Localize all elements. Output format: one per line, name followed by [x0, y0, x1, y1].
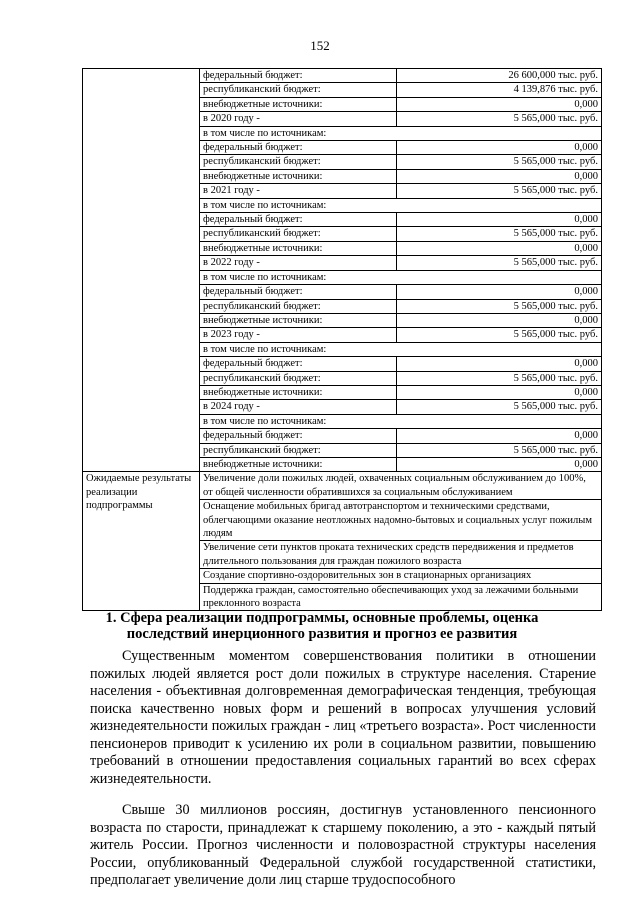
- row-value: 26 600,000 тыс. руб.: [397, 69, 602, 83]
- row-label: федеральный бюджет:: [200, 357, 397, 371]
- section-heading: 1. Сфера реализации подпрограммы, основные проблемы, оценка последствий инерционного развития и прогноз ее развития: [105, 610, 539, 642]
- row-value: 0,000: [397, 97, 602, 111]
- paragraph: Существенным моментом совершенствования политики в отношении пожилых людей является рост доли пожилых в структуре населения. Старение населения - объективная долговременная демографическая тенденция, требующая поиска качественно новых форм и решений в вопросах улучшения условий жизнедеятельности пожилых граждан - лиц «третьего возраста». Рост численности пенсионеров приводит к усилению их роли в социальном развитии, повышению требований в отношении предоставления социальных гарантий во всех сферах жизнедеятельности.: [90, 648, 596, 787]
- row-value: 5 565,000 тыс. руб.: [397, 400, 602, 414]
- row-value: 0,000: [397, 241, 602, 255]
- row-value: 5 565,000 тыс. руб.: [397, 328, 602, 342]
- row-value: 4 139,876 тыс. руб.: [397, 83, 602, 97]
- row-value: 5 565,000 тыс. руб.: [397, 112, 602, 126]
- row-value: 5 565,000 тыс. руб.: [397, 299, 602, 313]
- row-value: 0,000: [397, 357, 602, 371]
- row-label: республиканский бюджет:: [200, 299, 397, 313]
- row-label: в 2021 году -: [200, 184, 397, 198]
- row-label: республиканский бюджет:: [200, 83, 397, 97]
- row-label: федеральный бюджет:: [200, 429, 397, 443]
- row-value: 0,000: [397, 313, 602, 327]
- row-label: в том числе по источникам:: [200, 270, 602, 284]
- result-item: Поддержка граждан, самостоятельно обеспечивающих уход за лежачими больными преклонного возраста: [200, 583, 602, 611]
- row-label: внебюджетные источники:: [200, 169, 397, 183]
- result-item: Оснащение мобильных бригад автотранспортом и техническими средствами, облегчающими оказание неотложных надомно-бытовых и социальных услуг пожилым людям: [200, 500, 602, 541]
- row-value: 5 565,000 тыс. руб.: [397, 371, 602, 385]
- row-label: республиканский бюджет:: [200, 443, 397, 457]
- row-label: в том числе по источникам:: [200, 414, 602, 428]
- row-value: 0,000: [397, 429, 602, 443]
- row-label: в том числе по источникам:: [200, 198, 602, 212]
- row-label: внебюджетные источники:: [200, 241, 397, 255]
- row-label: в том числе по источникам:: [200, 342, 602, 356]
- row-label: в 2024 году -: [200, 400, 397, 414]
- row-value: 0,000: [397, 457, 602, 471]
- row-label: в том числе по источникам:: [200, 126, 602, 140]
- result-item: Увеличение сети пунктов проката технических средств передвижения и предметов длительного пользования для граждан пожилого возраста: [200, 541, 602, 569]
- row-label: федеральный бюджет:: [200, 213, 397, 227]
- row-label: федеральный бюджет:: [200, 141, 397, 155]
- table-row: [83, 472, 602, 500]
- row-label: республиканский бюджет:: [200, 371, 397, 385]
- row-value: 5 565,000 тыс. руб.: [397, 155, 602, 169]
- row-label: внебюджетные источники:: [200, 97, 397, 111]
- row-label: внебюджетные источники:: [200, 385, 397, 399]
- row-label: в 2022 году -: [200, 256, 397, 270]
- page-number: 152: [310, 38, 330, 53]
- result-item: Увеличение доли пожилых людей, охваченных социальным обслуживанием до 100%, от общей численности обратившихся за социальным обслуживанием: [200, 472, 602, 500]
- row-value: 0,000: [397, 285, 602, 299]
- row-label: в 2020 году -: [200, 112, 397, 126]
- table-row: [83, 69, 602, 83]
- row-label: федеральный бюджет:: [200, 69, 397, 83]
- row-label: республиканский бюджет:: [200, 227, 397, 241]
- row-label: внебюджетные источники:: [200, 457, 397, 471]
- results-label: Ожидаемые результаты реализации подпрограммы: [83, 472, 200, 611]
- row-value: 5 565,000 тыс. руб.: [397, 184, 602, 198]
- row-value: 5 565,000 тыс. руб.: [397, 443, 602, 457]
- result-item: Создание спортивно-оздоровительных зон в стационарных организациях: [200, 569, 602, 583]
- row-label: республиканский бюджет:: [200, 155, 397, 169]
- row-label: внебюджетные источники:: [200, 313, 397, 327]
- paragraph: Свыше 30 миллионов россиян, достигнув установленного пенсионного возраста по старости, принадлежат к старшему поколению, а это - каждый пятый житель России. Прогноз численности и половозрастной структуры населения России, опубликованный Федеральной службой государственной статистики, предполагает увеличение доли лиц старше трудоспособного: [90, 802, 596, 888]
- row-value: 5 565,000 тыс. руб.: [397, 227, 602, 241]
- label-cell: [83, 69, 200, 472]
- row-value: 0,000: [397, 169, 602, 183]
- row-value: 5 565,000 тыс. руб.: [397, 256, 602, 270]
- row-value: 0,000: [397, 213, 602, 227]
- funding-table: [82, 68, 602, 611]
- row-value: 0,000: [397, 385, 602, 399]
- row-value: 0,000: [397, 141, 602, 155]
- row-label: в 2023 году -: [200, 328, 397, 342]
- row-label: федеральный бюджет:: [200, 285, 397, 299]
